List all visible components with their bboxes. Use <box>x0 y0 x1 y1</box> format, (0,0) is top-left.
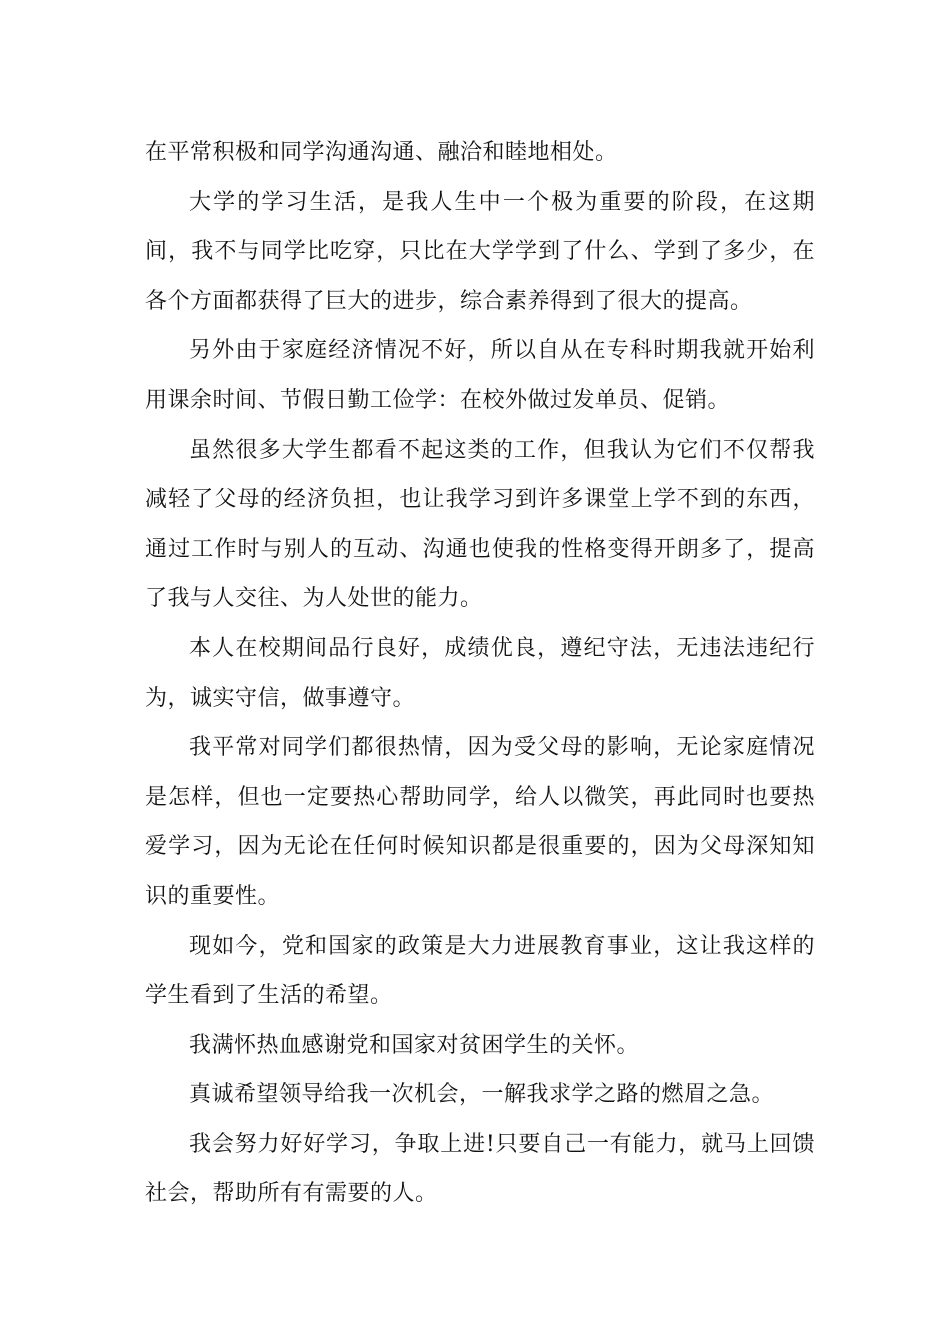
paragraph: 我满怀热血感谢党和国家对贫困学生的关怀。 <box>189 1032 640 1058</box>
paragraph: 另外由于家庭经济情况不好，所以自从在专科时期我就开始利用课余时间、节假日勤工俭学：在校外做过发单员、促销。 <box>145 338 815 413</box>
paragraph: 本人在校期间品行良好，成绩优良，遵纪守法，无违法违纪行为，诚实守信，做事遵守。 <box>145 635 815 711</box>
paragraph: 我会努力好好学习，争取上进!只要自己一有能力，就马上回馈社会，帮助所有有需要的人。 <box>145 1131 815 1207</box>
document-body <box>145 128 815 1219</box>
paragraph: 大学的学习生活，是我人生中一个极为重要的阶段，在这期间，我不与同学比吃穿，只比在大学学到了什么、学到了多少，在各个方面都获得了巨大的进步，综合素养得到了很大的提高。 <box>145 189 815 314</box>
paragraph: 虽然很多大学生都看不起这类的工作，但我认为它们不仅帮我减轻了父母的经济负担，也让我学习到许多课堂上学不到的东西，通过工作时与别人的互动、沟通也使我的性格变得开朗多了，提高了我与人交往、为人处世的能力。 <box>145 437 815 612</box>
paragraph: 我平常对同学们都很热情，因为受父母的影响，无论家庭情况是怎样，但也一定要热心帮助同学，给人以微笑，再此同时也要热爱学习，因为无论在任何时候知识都是很重要的，因为父母深知知识的重要性。 <box>145 735 815 909</box>
paragraph: 现如今，党和国家的政策是大力进展教育事业，这让我这样的学生看到了生活的希望。 <box>145 933 815 1009</box>
paragraph: 真诚希望领导给我一次机会，一解我求学之路的燃眉之急。 <box>189 1082 775 1108</box>
paragraph: 在平常积极和同学沟通沟通、融洽和睦地相处。 <box>145 140 618 165</box>
